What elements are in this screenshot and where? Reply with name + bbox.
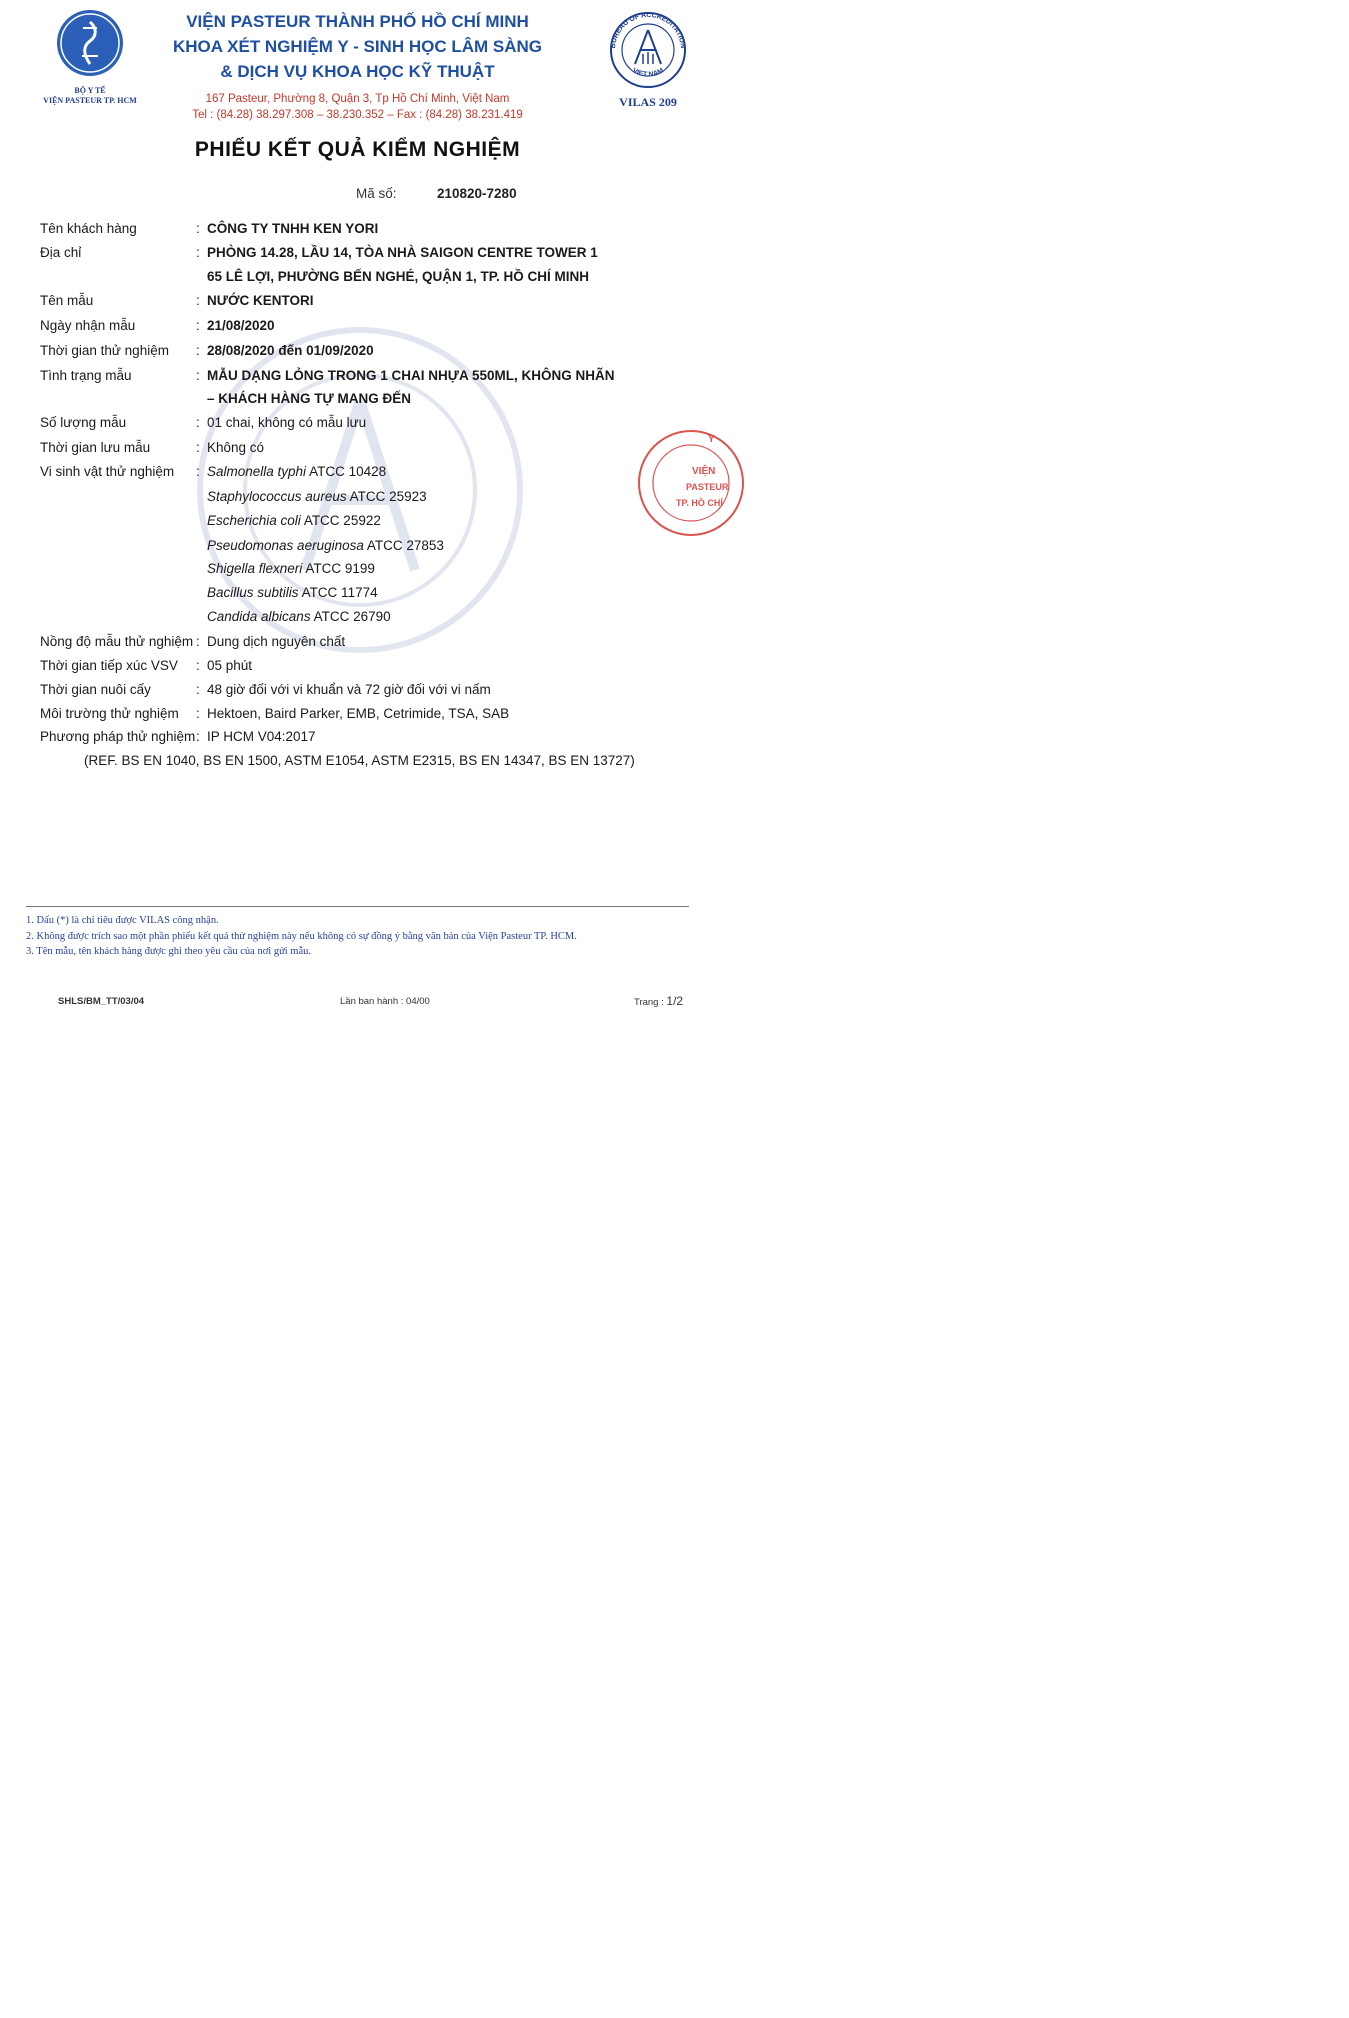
organism-item xyxy=(207,461,386,483)
stamp-line-3: TP. HỒ CHÍ xyxy=(676,498,723,508)
stamp-corner: Y xyxy=(708,434,715,445)
sample-quantity-label: Số lượng mẫu xyxy=(40,415,127,430)
organism-item xyxy=(207,535,444,557)
accreditation-seal-icon xyxy=(603,6,693,88)
contact-time-label: Thời gian tiếp xúc VSV xyxy=(40,658,178,673)
customer-value: CÔNG TY TNHH KEN YORI xyxy=(207,221,379,236)
organism-strain: ATCC 10428 xyxy=(309,464,387,479)
department-name: KHOA XÉT NGHIỆM Y - SINH HỌC LÂM SÀNG xyxy=(173,37,542,56)
storage-time-value: Không có xyxy=(207,440,265,455)
method-label: Phương pháp thử nghiệm xyxy=(40,729,196,744)
organism-strain: ATCC 25923 xyxy=(349,489,427,504)
received-date-label: Ngày nhận mẫu xyxy=(40,318,136,333)
sample-condition-label: Tình trạng mẫu xyxy=(40,368,132,383)
contact-time-value: 05 phút xyxy=(207,658,253,673)
organism-item xyxy=(207,582,378,604)
organism-strain: ATCC 11774 xyxy=(301,585,378,600)
ministry-label: BỘ Y TẾ xyxy=(74,86,106,95)
organism-name: Bacillus subtilis xyxy=(207,585,299,600)
organism-name: Shigella flexneri xyxy=(207,561,303,576)
institute-address: 167 Pasteur, Phường 8, Quận 3, Tp Hồ Chí Minh, Việt Nam xyxy=(205,93,510,105)
organism-strain: ATCC 26790 xyxy=(313,609,391,624)
organism-strain: ATCC 25922 xyxy=(303,513,381,528)
pasteur-emblem-icon xyxy=(55,8,125,78)
page-indicator xyxy=(634,994,1349,2018)
received-date-value: 21/08/2020 xyxy=(207,318,275,333)
address-continued: 65 LÊ LỢI, PHƯỜNG BẾN NGHÉ, QUẬN 1, TP. HỒ CHÍ MINH xyxy=(207,269,590,284)
media-value: Hektoen, Baird Parker, EMB, Cetrimide, TSA, SAB xyxy=(207,706,510,721)
result-sheet: BỘ Y TẾ VIỆN PASTEUR TP. HCM VIỆN PASTEUR THÀNH PHỐ HỒ CHÍ MINH KHOA XÉT NGHIỆM Y - SINH HỌC LÂM SÀNG & DỊCH VỤ KHOA HỌC KỸ THUẬT 167 Pasteur, Phường 8, Quận 3, Tp Hồ Chí Minh, Việt Nam Tel : (84.28) 38.297.308 – 38.230.352 – Fax : (84.28) 38.231.419 BUREAU OF ACCREDITATION VIET NAM VILAS 209 PHIẾU KẾT QUẢ KIỂM NGHIỆM Mã số: 210820-7280 Tên khách hàng : CÔNG TY TNHH KEN YORI Địa chỉ : PHÒNG 14.28, LẦU 14, TÒA NHÀ SAIGON CENTRE TOWER 1 65 LÊ LỢI, PHƯỜNG BẾN NGHÉ, QUẬN 1, TP. HỒ CHÍ MINH Tên mẫu : NƯỚC KENTORI Ngày nhận mẫu : 21/08/2020 Thời gian thử nghiệm : 28/08/2020 đến 01/09/2020 Tình trạng mẫu : MẪU DẠNG LỎNG TRONG 1 CHAI NHỰA 550ML, KHÔNG NHÃN – KHÁCH HÀNG TỰ MANG ĐẾN Số lượng mẫu : 01 chai, không có mẫu lưu Thời gian lưu mẫu : Không có Vi sinh vật thử nghiệm : Salmonella typhi ATCC 10428 Staphylococcus aureus ATCC 25923 Escherichia coli ATCC 25922 Pseudomonas aeruginosa ATCC 27853 Shigella flexneri ATCC 9199 Bacillus subtilis ATCC 11774 Candida albicans ATCC 26790 Nồng độ mẫu thử nghiệm : Dung dịch nguyên chất Thời gian tiếp xúc VSV : 05 phút Thời gian nuôi cấy : 48 giờ đối với vi khuẩn và 72 giờ đối với vi nấm Môi trường thử nghiệm : Hektoen, Baird Parker, EMB, Cetrimide, TSA, SAB Phương pháp thử nghiệm : IP HCM V04:2017 (REF. BS EN 1040, BS EN 1500, ASTM E1054, ASTM E2315, BS EN 14347, BS EN 13727) Y VIỆN PASTEUR TP. HỒ CHÍ 1. Dấu (*) là chỉ tiêu được VILAS công nhận. 2. Không được trích sao một phần phiếu kết quả thử nghiệm này nếu không có sự đồng ý bằng văn bản của Viện Pasteur TP. HCM. 3. Tên mẫu, tên khách hàng được ghi theo yêu cầu của nơi gửi mẫu. SHLS/BM_TT/03/04 Lần ban hành : 04/00 Trang : 1/2 xyxy=(0,0,715,1024)
accreditation-logo xyxy=(598,6,698,110)
accreditation-ring-bottom: VIET NAM xyxy=(631,67,665,79)
issue-number: Lần ban hành : 04/00 xyxy=(340,996,430,1007)
concentration-value: Dung dịch nguyên chất xyxy=(207,634,346,649)
code-value: 210820-7280 xyxy=(437,186,517,201)
organism-item xyxy=(207,558,375,580)
organism-name: Salmonella typhi xyxy=(207,464,307,479)
method-value: IP HCM V04:2017 xyxy=(207,729,316,744)
organism-item xyxy=(207,606,391,628)
document-title: PHIẾU KẾT QUẢ KIỂM NGHIỆM xyxy=(194,138,521,161)
stamp-line-2: PASTEUR xyxy=(686,482,729,492)
footnote: 1. Dấu (*) là chỉ tiêu được VILAS công nhận. xyxy=(26,915,219,926)
storage-time-label: Thời gian lưu mẫu xyxy=(40,440,151,455)
institute-contact: Tel : (84.28) 38.297.308 – 38.230.352 – Fax : (84.28) 38.231.419 xyxy=(192,109,523,121)
concentration-label: Nồng độ mẫu thử nghiệm xyxy=(40,634,194,649)
code-label: Mã số: xyxy=(356,186,397,201)
sample-name-value: NƯỚC KENTORI xyxy=(207,293,314,308)
footnote: 3. Tên mẫu, tên khách hàng được ghi theo yêu cầu của nơi gửi mẫu. xyxy=(26,946,312,957)
svg-text:VIET NAM xyxy=(631,67,665,78)
organisms-label: Vi sinh vật thử nghiệm xyxy=(40,464,175,479)
sample-quantity-value: 01 chai, không có mẫu lưu xyxy=(207,415,367,430)
test-period-value: 28/08/2020 đến 01/09/2020 xyxy=(207,343,374,358)
sample-condition-continued: – KHÁCH HÀNG TỰ MANG ĐẾN xyxy=(207,391,411,406)
organism-item xyxy=(207,510,381,532)
sample-condition-value: MẪU DẠNG LỎNG TRONG 1 CHAI NHỰA 550ML, KHÔNG NHÃN xyxy=(207,368,615,383)
page-number: 1/2 xyxy=(666,994,684,1008)
organism-name: Pseudomonas aeruginosa xyxy=(207,538,364,553)
address-label: Địa chỉ xyxy=(40,245,82,260)
incubation-label: Thời gian nuôi cấy xyxy=(40,682,151,697)
organism-strain: ATCC 9199 xyxy=(305,561,375,576)
sample-name-label: Tên mẫu xyxy=(40,293,94,308)
vilas-code: VILAS 209 xyxy=(619,95,677,109)
accreditation-ring-top: BUREAU OF ACCREDITATION xyxy=(609,11,687,49)
pasteur-stamp-icon xyxy=(636,428,746,538)
stamp-line-1: VIỆN xyxy=(692,466,716,477)
footnote: 2. Không được trích sao một phần phiếu kết quả thử nghiệm này nếu không có sự đồng ý bằng văn bản của Viện Pasteur TP. HCM. xyxy=(26,931,577,942)
institute-short-label: VIỆN PASTEUR TP. HCM xyxy=(43,96,137,105)
organism-item xyxy=(207,486,427,508)
service-name: & DỊCH VỤ KHOA HỌC KỸ THUẬT xyxy=(220,62,495,81)
address-value: PHÒNG 14.28, LẦU 14, TÒA NHÀ SAIGON CENTRE TOWER 1 xyxy=(207,245,598,260)
test-period-label: Thời gian thử nghiệm xyxy=(40,343,169,358)
media-label: Môi trường thử nghiệm xyxy=(40,706,179,721)
form-code: SHLS/BM_TT/03/04 xyxy=(58,996,145,1007)
customer-label: Tên khách hàng xyxy=(40,221,137,236)
page-label: Trang : xyxy=(634,997,664,1008)
method-reference: (REF. BS EN 1040, BS EN 1500, ASTM E1054, ASTM E2315, BS EN 14347, BS EN 13727) xyxy=(84,753,635,768)
organism-strain: ATCC 27853 xyxy=(366,538,444,553)
footer-divider xyxy=(26,906,689,907)
organism-name: Candida albicans xyxy=(207,609,311,624)
pasteur-logo xyxy=(40,8,140,106)
organism-name: Staphylococcus aureus xyxy=(207,489,347,504)
institute-name: VIỆN PASTEUR THÀNH PHỐ HỒ CHÍ MINH xyxy=(186,12,529,31)
organism-name: Escherichia coli xyxy=(207,513,301,528)
incubation-value: 48 giờ đối với vi khuẩn và 72 giờ đối với vi nấm xyxy=(207,682,491,697)
